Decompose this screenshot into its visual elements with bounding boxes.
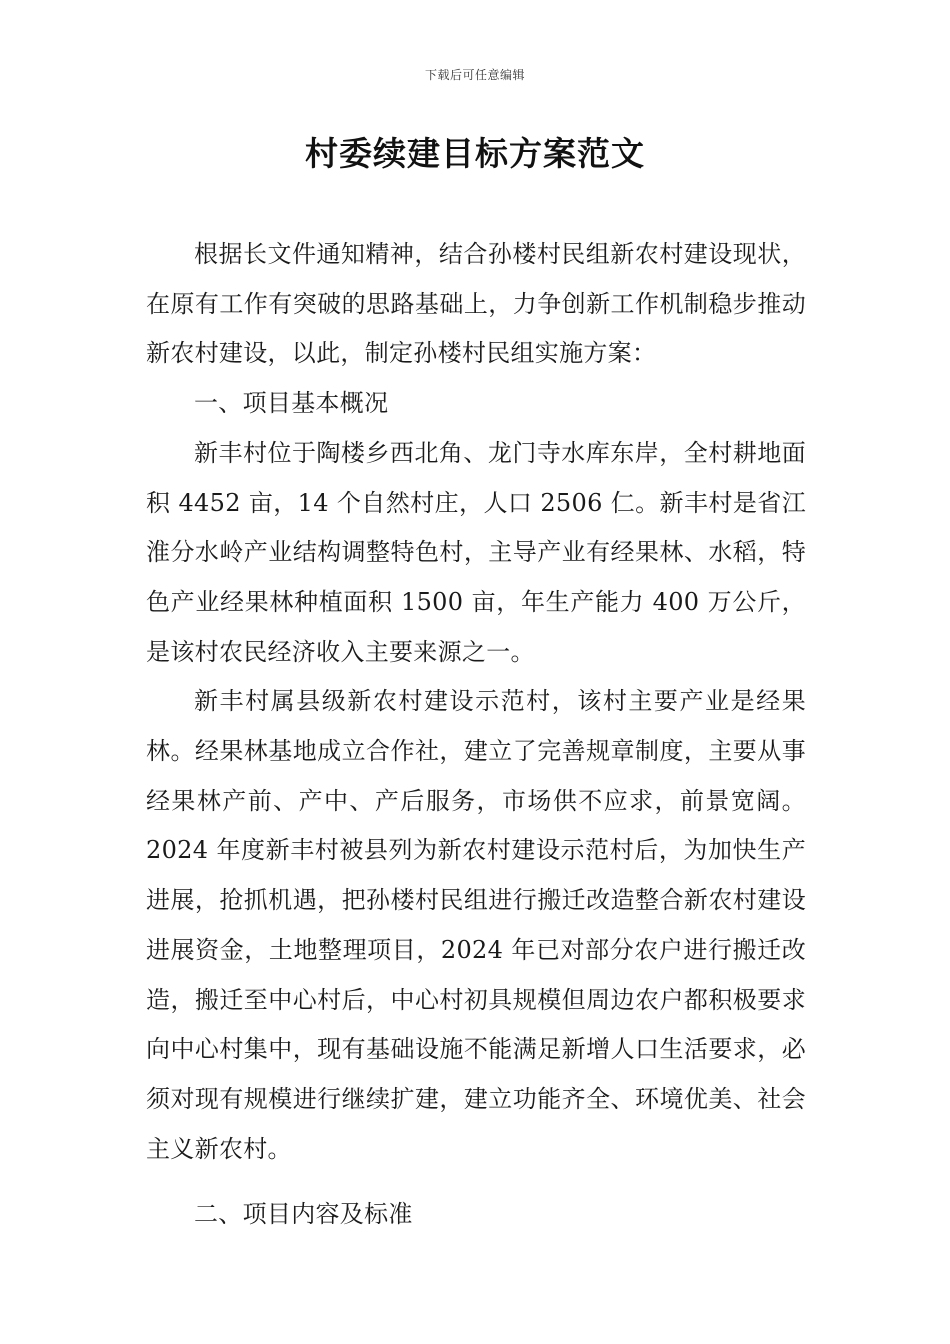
section-heading-1: 一、项目基本概况: [194, 389, 389, 418]
document-body: [146, 230, 806, 1240]
section-heading-2: 二、项目内容及标准: [194, 1200, 413, 1229]
demonstration-paragraph: 新丰村属县级新农村建设示范村，该村主要产业是经果林。经果林基地成立合作社，建立了完善规章制度，主要从事经果林产前、产中、产后服务，市场供不应求，前景宽阔。2024 年度新丰村被县列为新农村建设示范村后，为加快生产进展，抢抓机遇，把孙楼村民组进行搬迁改造整合新农村建设进展资金，土地整理项目，2024 年已对部分农户进行搬迁改造，搬迁至中心村后，中心村初具规模但周边农户都积极要求向中心村集中，现有基础设施不能满足新增人口生活要求，必须对现有规模进行继续扩建，建立功能齐全、环境优美、社会主义新农村。: [146, 687, 806, 1163]
intro-paragraph: 根据长文件通知精神，结合孙楼村民组新农村建设现状，在原有工作有突破的思路基础上，力争创新工作机制稳步推动新农村建设，以此，制定孙楼村民组实施方案：: [146, 240, 806, 368]
document-title: 村委续建目标方案范文: [305, 134, 645, 173]
header-note: 下载后可任意编辑: [424, 68, 525, 82]
overview-paragraph: 新丰村位于陶楼乡西北角、龙门寺水库东岸，全村耕地面积 4452 亩，14 个自然村庄，人口 2506 仁。新丰村是省江淮分水岭产业结构调整特色村，主导产业有经果林、水稻，特色产业经果林种植面积 1500 亩，年生产能力 400 万公斤，是该村农民经济收入主要来源之一。: [146, 438, 806, 666]
